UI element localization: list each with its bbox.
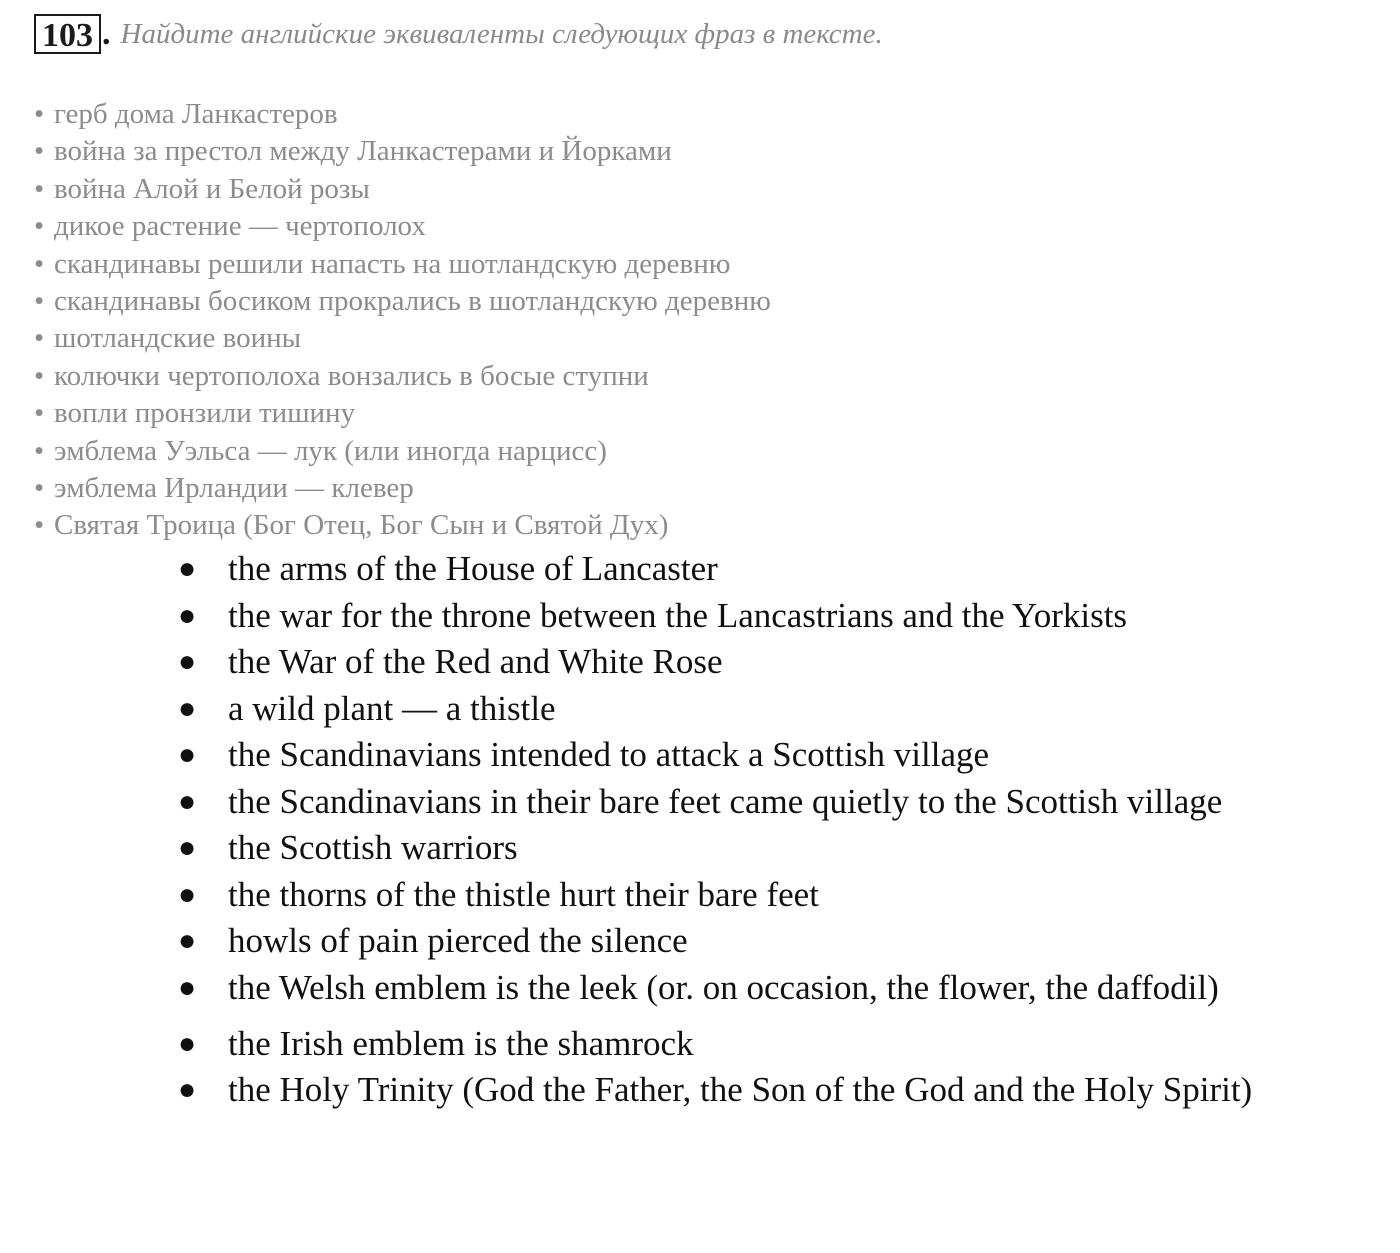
- english-answer: ● the Irish emblem is the shamrock: [178, 1023, 694, 1063]
- russian-phrase: • война за престол между Ланкастерами и Йорками: [34, 135, 672, 168]
- russian-phrase: • колючки чертополоха вонзались в босые ступни: [34, 359, 649, 392]
- exercise-number: 103: [34, 14, 101, 54]
- russian-phrase: • дикое растение — чертополох: [34, 210, 426, 243]
- english-answer: ● the arms of the House of Lancaster: [178, 549, 718, 588]
- english-answer-list: [178, 547, 1258, 1115]
- exercise-header: [34, 14, 883, 54]
- english-answer: ● the Scandinavians in their bare feet came quietly to the Scottish village: [178, 781, 1223, 821]
- english-answer: ● a wild plant — a thistle: [178, 688, 556, 728]
- russian-phrase: • скандинавы решили напасть на шотландскую деревню: [34, 247, 731, 280]
- russian-phrase: • скандинавы босиком прокрались в шотландскую деревню: [34, 284, 771, 317]
- russian-phrase: • эмблема Уэльса — лук (или иногда нарцисс): [34, 434, 607, 467]
- russian-phrase-list: [34, 96, 771, 545]
- russian-phrase: • герб дома Ланкастеров: [34, 98, 338, 130]
- english-answer: ● the Scandinavians intended to attack a Scottish village: [178, 735, 990, 774]
- russian-phrase: • Святая Троица (Бог Отец, Бог Сын и Святой Дух): [34, 509, 669, 542]
- exercise-instruction: Найдите английские эквиваленты следующих фраз в тексте.: [120, 17, 883, 50]
- exercise-number-dot: .: [102, 15, 111, 52]
- english-answer: ● the war for the throne between the Lancastrians and the Yorkists: [178, 595, 1128, 635]
- russian-phrase: • эмблема Ирландии — клевер: [34, 471, 414, 504]
- english-answer: ● the thorns of the thistle hurt their bare feet: [178, 874, 819, 914]
- english-answer: ● howls of pain pierced the silence: [178, 921, 688, 960]
- english-answer: ● the Holy Trinity (God the Father, the Son of the God and the Holy Spirit): [178, 1070, 1253, 1109]
- russian-phrase: • война Алой и Белой розы: [34, 172, 370, 205]
- english-answer: ● the Welsh emblem is the leek (or. on occasion, the flower, the daffodil): [178, 967, 1219, 1007]
- russian-phrase: • вопли пронзили тишину: [34, 397, 356, 430]
- english-answer: ● the Scottish warriors: [178, 828, 518, 867]
- russian-phrase: • шотландские воины: [34, 322, 302, 355]
- english-answer: ● the War of the Red and White Rose: [178, 642, 723, 681]
